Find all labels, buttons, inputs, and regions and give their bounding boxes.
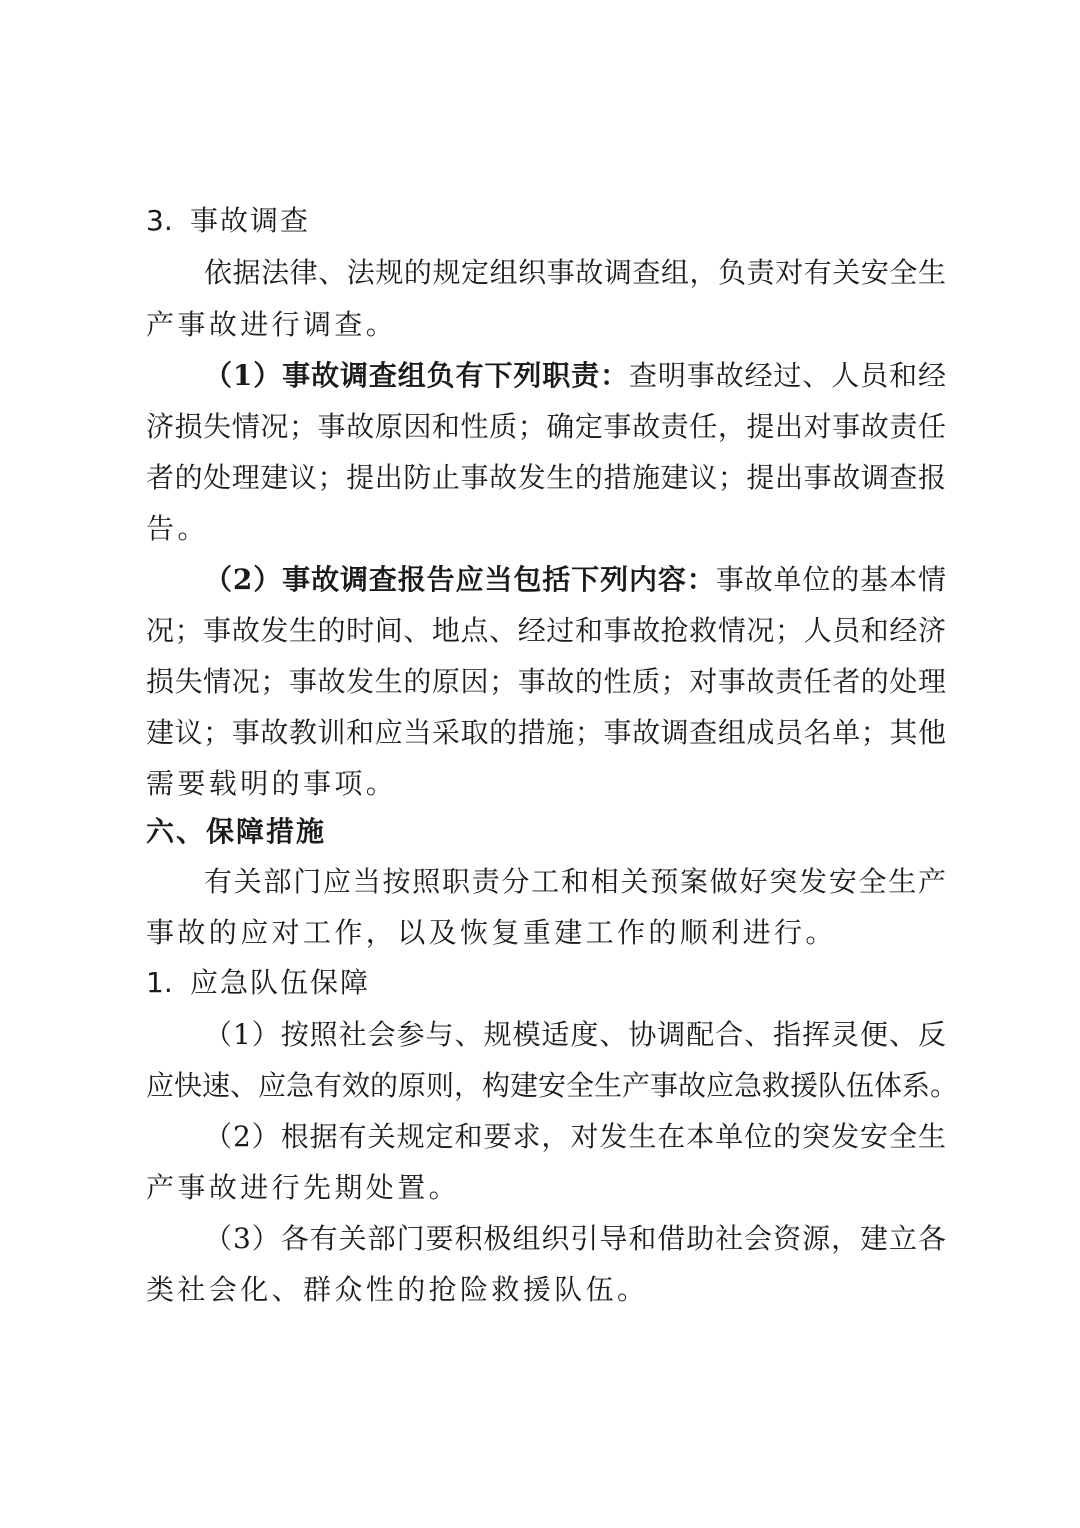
paragraph-line: （1）按照社会参与、规模适度、协调配合、指挥灵便、反	[204, 1018, 946, 1051]
section-number: 1.	[146, 966, 173, 999]
paragraph-line: 者的处理建议；提出防止事故发生的措施建议；提出事故调查报	[146, 461, 946, 494]
section-title: 应急队伍保障	[190, 966, 371, 999]
paragraph-line	[204, 356, 946, 396]
item-text: 事故单位的基本情	[715, 563, 946, 596]
section-1-heading	[146, 963, 946, 1003]
section-six-heading: 六、保障措施	[146, 815, 327, 848]
paragraph-line: 建议；事故教训和应当采取的措施；事故调查组成员名单；其他	[146, 716, 946, 749]
section-number: 3.	[146, 204, 173, 237]
paragraph-line: 况；事故发生的时间、地点、经过和事故抢救情况；人员和经济	[146, 614, 946, 647]
paragraph-line	[204, 560, 946, 600]
paragraph-line: （3）各有关部门要积极组织引导和借助社会资源，建立各	[204, 1222, 946, 1255]
item-lead: （1）事故调查组负有下列职责：	[204, 359, 629, 392]
paragraph-line: 告。	[146, 512, 209, 545]
paragraph-line: 损失情况；事故发生的原因；事故的性质；对事故责任者的处理	[146, 665, 946, 698]
item-lead: （2）事故调查报告应当包括下列内容：	[204, 563, 716, 596]
paragraph-line: 产事故进行调查。	[146, 308, 398, 341]
paragraph-line: 有关部门应当按照职责分工和相关预案做好突发安全生产	[204, 865, 946, 898]
paragraph-line: 类社会化、群众性的抢险救援队伍。	[146, 1273, 649, 1306]
paragraph-line: 济损失情况；事故原因和性质；确定事故责任，提出对事故责任	[146, 410, 946, 443]
paragraph-line: 事故的应对工作，以及恢复重建工作的顺利进行。	[146, 916, 837, 949]
paragraph-line: 依据法律、法规的规定组织事故调查组，负责对有关安全生	[204, 256, 946, 289]
paragraph-line: 需要载明的事项。	[146, 767, 398, 800]
section-3-heading	[146, 201, 946, 241]
paragraph-line: 应快速、应急有效的原则，构建安全生产事故应急救援队伍体系。	[146, 1069, 959, 1102]
section-title: 事故调查	[190, 204, 311, 237]
item-text: 查明事故经过、人员和经	[628, 359, 946, 392]
paragraph-line: （2）根据有关规定和要求，对发生在本单位的突发安全生	[204, 1120, 946, 1153]
paragraph-line: 产事故进行先期处置。	[146, 1171, 461, 1204]
